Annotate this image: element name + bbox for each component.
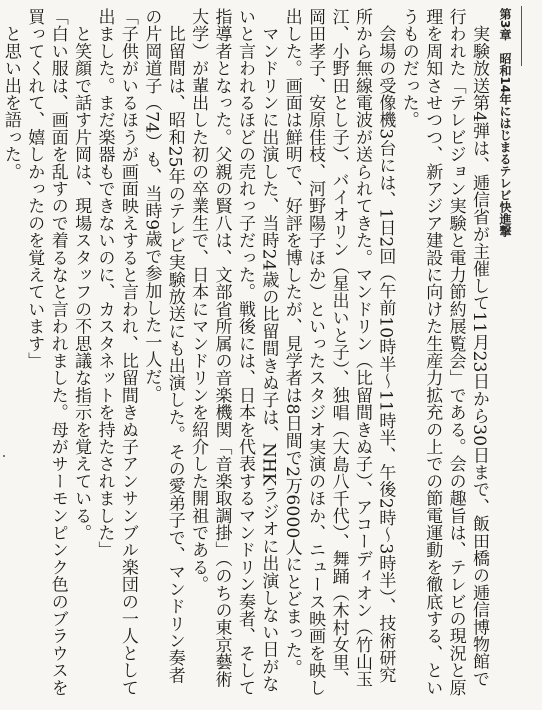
quote-paragraph: 「白い服は、画面を乱すので着るなと言われました。母がサーモンピンク色のブラウスを買ってくれて、嬉しかったのを覚えています」 [24,8,68,696]
body-text [0,8,490,698]
quote-paragraph: 「子供がいるほうが画面映えすると言われ、比留間きぬ子アンサンブル楽団の一人として出ました。まだ楽器もできないのに、カスタネットを持たされました」 [94,8,138,696]
paragraph: 比留間は、昭和25年のテレビ実験放送にも出演した。その愛弟子で、マンドリン奏者の片岡道子（74）も、当時9歳で参加した一人だ。 [141,8,185,684]
running-head: 第3章 昭和14年にはじまるテレビ快進撃 [498,8,512,238]
header-rule [521,6,522,66]
paragraph: と笑顔で話す片岡は、現場スタッフの不思議な指示を覚えている。 [71,8,92,542]
margin-mark [3,455,5,457]
paragraph: 実験放送第4弾は、逓信省が主催して11月23日から30日まで、飯田橋の逓信博物館で行われた「テレビジョン実験と電力節約展覧会」である。会の趣旨は、テレビの現況と原理を周知させつつ、新アジア建設に向けた生産力拡充の上での節電運動を徹底する、というものだった。 [398,8,489,696]
paragraph: 会場の受像機3台には、1日2回（午前10時半〜11時半、午後2時〜3時半）、技術研究所から無線電波が送られてきた。マンドリン（比留間きぬ子）、アコーディオン（竹山玉江、小野田とし子）、バイオリン（星出いと子）、独唱（大島八千代）、舞踊（木村女里、岡田孝子、安原佳枝、河野陽子ほか）といったスタジオ実演のほか、ニュース映画を映し出した。画面は鮮明で、好評を博したが、見学者は8日間で2万6000人にとどまった。 [281,8,396,696]
paragraph: と思い出を語った。 [0,8,21,180]
paragraph: マンドリンに出演した、当時24歳の比留間きぬ子は、NHKラジオに出演しない日がないと言われるほどの売れっ子だった。戦後には、日本を代表するマンドリン奏者、そして指導者となった。父親の賢八は、文部省所属の音楽機関「音楽取調掛」（のちの東京藝術大学）が輩出した初の卒業生で、日本にマンドリンを紹介した開祖である。 [188,8,279,696]
